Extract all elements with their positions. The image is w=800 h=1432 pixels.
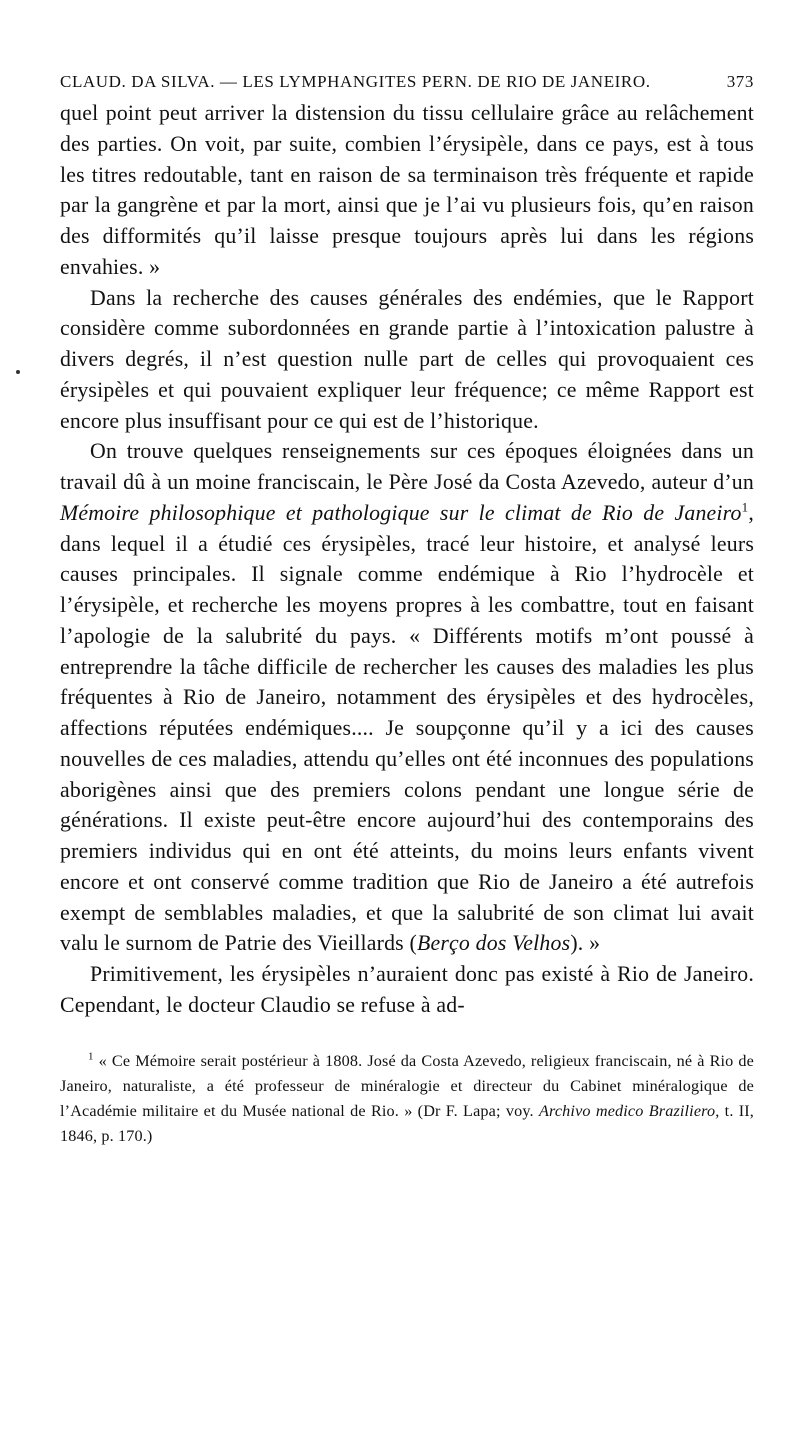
footnote-reference: 1 (741, 499, 749, 515)
margin-mark (16, 370, 20, 374)
text-run: On trouve quelques renseignements sur ces époques éloignées dans un travail dû à un moine franciscain, le Père José da Costa Azevedo, auteur d’un (60, 439, 754, 494)
italic-title: Mémoire philosophique et pathologique sur le climat de Rio de Janeiro (60, 500, 742, 525)
italic-title: Berço dos Velhos (416, 931, 571, 956)
paragraph (60, 283, 754, 437)
footnote-number: 1 (88, 1050, 94, 1063)
italic-title: Archivo medico Braziliero (538, 1101, 716, 1120)
text-run: Primitivement, les érysipèles n’auraient donc pas existé à Rio de Janeiro. Cependant, le docteur Claudio se refuse à ad- (60, 962, 754, 1017)
book-page (60, 72, 754, 1149)
footnotes (60, 1049, 754, 1149)
body-text (60, 98, 754, 1021)
text-run: quel point peut arriver la distension du tissu cellulaire grâce au relâchement des parties. On voit, par suite, combien l’érysipèle, dans ce pays, est à tous les titres redoutable, tant en raison de sa terminaison très fréquente et rapide par la gangrène et par la mort, ainsi que je l’ai vu plusieurs fois, qu’en raison des difformités qu’il laisse presque toujours après lui dans les régions envahies. » (60, 101, 754, 279)
text-run: ). » (570, 931, 601, 956)
running-head (60, 72, 754, 92)
running-title: CLAUD. DA SILVA. — LES LYMPHANGITES PERN. DE RIO DE JANEIRO. (60, 72, 651, 91)
text-run: « Ce Mémoire serait postérieur à 1808. José da Costa Azevedo, religieux franciscain, né à Rio de Janeiro, naturaliste, a été professeur de minéralogie et directeur du Cabinet minéralogique de l’Académie militaire et du Musée national de Rio. » (Dr F. Lapa; voy. (60, 1051, 754, 1120)
paragraph (60, 436, 754, 959)
text-run: Dans la recherche des causes générales des endémies, que le Rapport considère comme subordonnées en grande partie à l’intoxication palustre à divers degrés, il n’est question nulle part de celles qui provoquaient ces érysipèles et qui pouvaient expliquer leur fréquence; ce même Rapport est encore plus insuffisant pour ce qui est de l’historique. (60, 285, 754, 433)
footnote (60, 1049, 754, 1149)
paragraph (60, 959, 754, 1021)
paragraph (60, 98, 754, 283)
page-number: 373 (726, 72, 754, 91)
text-run: , dans lequel il a étudié ces érysipèles, tracé leur histoire, et analysé leurs causes principales. Il signale comme endémique à Rio l’hydrocèle et l’érysipèle, et recherche les moyens propres à les combattre, tout en faisant l’apologie de la salubrité du pays. « Différents motifs m’ont poussé à entreprendre la tâche difficile de rechercher les causes des maladies les plus fréquentes à Rio de Janeiro, notamment des érysipèles et des hydrocèles, affections réputées endémiques.... Je soupçonne qu’il y a ici des causes nouvelles de ces maladies, attendu qu’elles ont été inconnues des populations aborigènes ainsi que des premiers colons pendant une longue série de générations. Il existe peut-être encore aujourd’hui des contemporains des premiers individus qui en ont été atteints, du moins leurs enfants vivent encore et ont conservé comme tradition que Rio de Janeiro a été autrefois exempt de semblables maladies, et que la salubrité de son climat lui avait valu le surnom de Patrie des Vieillards ( (60, 500, 754, 956)
text-run: , t. II, 1846, p. 170.) (60, 1101, 755, 1145)
